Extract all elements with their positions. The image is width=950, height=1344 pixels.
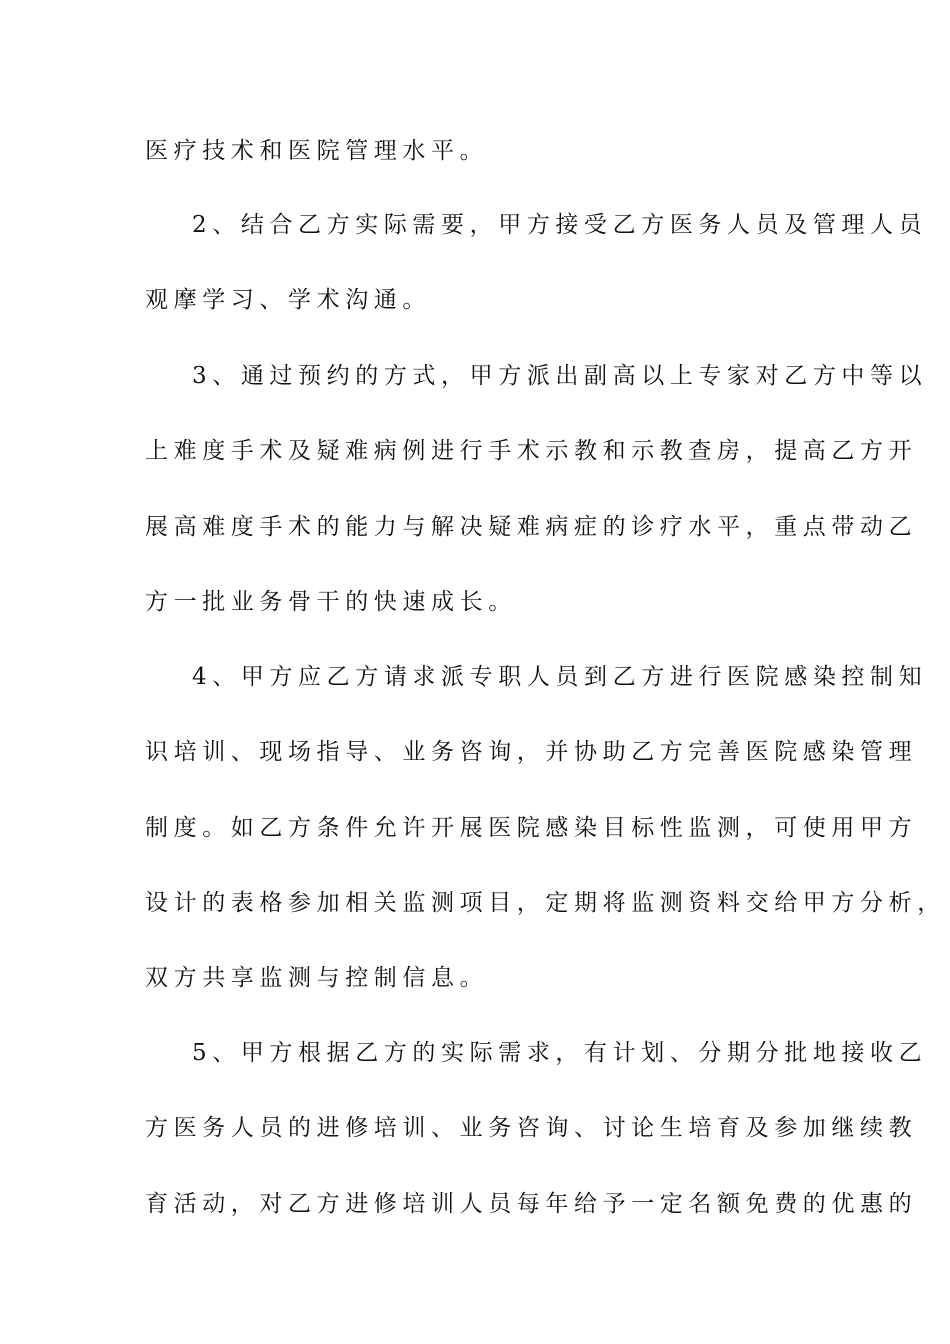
paragraph-4-start: 4、甲方应乙方请求派专职人员到乙方进行医院感染控制知 [192, 664, 928, 690]
text-line: 育活动，对乙方进修培训人员每年给予一定名额免费的优惠的 [145, 1191, 918, 1217]
paragraph-2-start: 2、结合乙方实际需要，甲方接受乙方医务人员及管理人员 [192, 212, 928, 238]
text-line: 制度。如乙方条件允许开展医院感染目标性监测，可使用甲方 [145, 815, 918, 841]
text-line: 医疗技术和医院管理水平。 [145, 138, 489, 164]
paragraph-5-start: 5、甲方根据乙方的实际需求，有计划、分期分批地接收乙 [192, 1040, 928, 1066]
text-line: 识培训、现场指导、业务咨询，并协助乙方完善医院感染管理 [145, 739, 918, 765]
text-line: 展高难度手术的能力与解决疑难病症的诊疗水平，重点带动乙 [145, 514, 918, 540]
text-line: 方医务人员的进修培训、业务咨询、讨论生培育及参加继续教 [145, 1115, 918, 1141]
text-line: 观摩学习、学术沟通。 [145, 287, 431, 313]
text-line: 上难度手术及疑难病例进行手术示教和示教查房，提高乙方开 [145, 438, 918, 464]
text-line: 设计的表格参加相关监测项目，定期将监测资料交给甲方分析， [145, 890, 946, 916]
text-line: 双方共享监测与控制信息。 [145, 965, 489, 991]
text-line: 方一批业务骨干的快速成长。 [145, 589, 517, 615]
paragraph-3-start: 3、通过预约的方式，甲方派出副高以上专家对乙方中等以 [192, 363, 928, 389]
